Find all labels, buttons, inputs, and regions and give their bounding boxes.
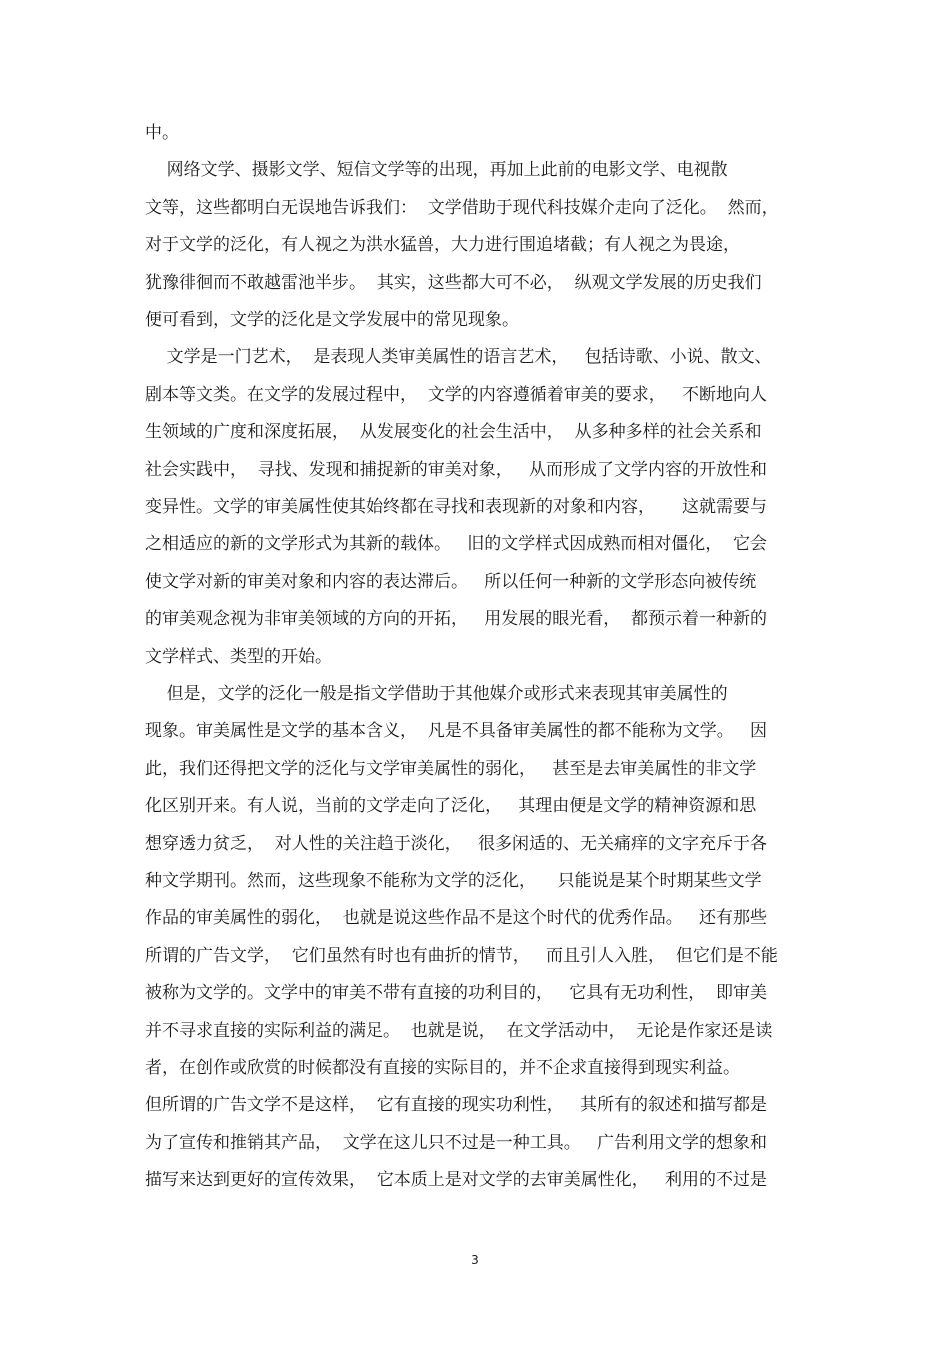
- text-line: 但所谓的广告文学不是这样， 它有直接的现实功利性， 其所有的叙述和描写都是: [145, 1095, 768, 1115]
- text-line: 网络文学、摄影文学、短信文学等的出现，再加上此前的电影文学、电视散: [145, 160, 728, 180]
- text-line: 化区别开来。有人说，当前的文学走向了泛化， 其理由便是文学的精神资源和思: [145, 796, 757, 816]
- text-line: 文学样式、类型的开始。: [145, 647, 332, 667]
- text-line: 剧本等文类。在文学的发展过程中， 文学的内容遵循着审美的要求， 不断地向人: [145, 385, 768, 405]
- text-line: 种文学期刊。然而，这些现象不能称为文学的泛化， 只能说是某个时期某些文学: [145, 871, 762, 891]
- text-line: 之相适应的新的文学形式为其新的载体。 旧的文学样式因成熟而相对僵化， 它会: [145, 534, 768, 554]
- text-line: 但是，文学的泛化一般是指文学借助于其他媒介或形式来表现其审美属性的: [145, 684, 728, 704]
- text-line: 被称为文学的。文学中的审美不带有直接的功利目的， 它具有无功利性， 即审美: [145, 983, 768, 1003]
- text-line: 为了宣传和推销其产品， 文学在这儿只不过是一种工具。 广告利用文学的想象和: [145, 1133, 768, 1153]
- text-line: 此，我们还得把文学的泛化与文学审美属性的弱化， 甚至是去审美属性的非文学: [145, 759, 757, 779]
- text-line: 对于文学的泛化，有人视之为洪水猛兽，大力进行围追堵截；有人视之为畏途，: [145, 235, 740, 255]
- page-number: 3: [471, 1253, 479, 1267]
- text-line: 描写来达到更好的宣传效果， 它本质上是对文学的去审美属性化， 利用的不过是: [145, 1170, 768, 1190]
- text-line: 生领域的广度和深度拓展， 从发展变化的社会生活中， 从多种多样的社会关系和: [145, 422, 762, 442]
- text-line: 现象。审美属性是文学的基本含义， 凡是不具备审美属性的都不能称为文学。 因: [145, 721, 768, 741]
- text-line: 并不寻求直接的实际利益的满足。 也就是说， 在文学活动中， 无论是作家还是读: [145, 1021, 773, 1041]
- text-line: 社会实践中， 寻找、发现和捕捉新的审美对象， 从而形成了文学内容的开放性和: [145, 460, 768, 480]
- text-line: 使文学对新的审美对象和内容的表达滞后。 所以任何一种新的文学形态向被传统: [145, 572, 757, 592]
- text-line: 便可看到，文学的泛化是文学发展中的常见现象。: [145, 310, 519, 330]
- text-line: 犹豫徘徊而不敢越雷池半步。 其实，这些都大可不必， 纵观文学发展的历史我们: [145, 273, 762, 293]
- text-line: 文等，这些都明白无误地告诉我们： 文学借助于现代科技媒介走向了泛化。 然而，: [145, 198, 779, 218]
- text-line: 中。: [145, 123, 179, 143]
- text-line: 作品的审美属性的弱化， 也就是说这些作品不是这个时代的优秀作品。 还有那些: [145, 908, 768, 928]
- text-line: 变异性。文学的审美属性使其始终都在寻找和表现新的对象和内容， 这就需要与: [145, 497, 768, 517]
- text-line: 想穿透力贫乏， 对人性的关注趋于淡化， 很多闲适的、无关痛痒的文字充斥于各: [145, 834, 768, 854]
- text-line: 的审美观念视为非审美领域的方向的开拓， 用发展的眼光看， 都预示着一种新的: [145, 609, 768, 629]
- text-line: 所谓的广告文学， 它们虽然有时也有曲折的情节， 而且引人入胜， 但它们是不能: [145, 946, 778, 966]
- text-line: 文学是一门艺术， 是表现人类审美属性的语言艺术， 包括诗歌、小说、散文、: [145, 347, 772, 367]
- text-line: 者，在创作或欣赏的时候都没有直接的实际目的，并不企求直接得到现实利益。: [145, 1058, 740, 1078]
